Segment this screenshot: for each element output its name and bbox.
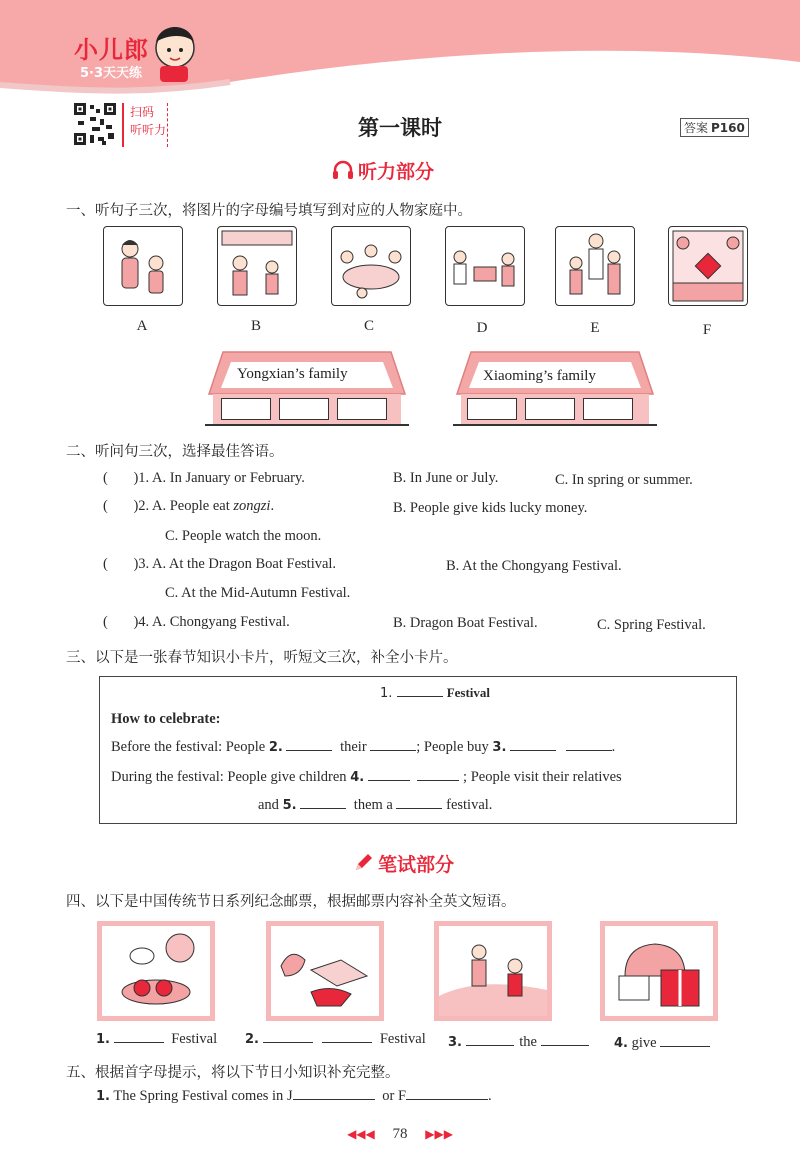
people-buy: ; People buy [416,739,489,755]
q2-item-2 [103,498,274,515]
picture-f [668,226,748,306]
q4-tail-2: Festival [379,1031,426,1047]
question-3-title: 三、以下是一张春节知识小卡片，听短文三次，补全小卡片。 [66,650,458,666]
q5-text-1: The Spring Festival comes in [113,1088,284,1104]
listening-section-title: 听力部分 [358,161,435,183]
answer-paren[interactable]: ( [103,498,108,514]
visit-relatives: ; People visit their relatives [463,769,622,785]
pencil-icon [352,852,374,874]
question-1-title: 一、听句子三次，将图片的字母编号填写到对应的人物家庭中。 [66,203,472,219]
option-a-prefix: A. People eat [152,498,234,514]
picture-e [555,226,635,306]
blank-q5-j[interactable] [293,1099,375,1100]
before-label: Before the festival: People [111,739,266,755]
them-a: them a [353,797,393,813]
scan-line-2: 听听力 [130,123,167,137]
and-word: and [258,797,279,813]
blank-3b[interactable] [566,750,612,751]
blank-2b[interactable] [370,750,416,751]
q5-or: or [382,1088,395,1104]
writing-section-header [352,848,492,878]
blank-number-2: 2. [268,740,283,755]
answer-paren[interactable]: ( [103,614,108,630]
q5-hint-f: F [397,1088,407,1104]
listening-section-header [332,155,472,185]
blank-1[interactable] [397,696,443,697]
q2-item-4-option-b: B. Dragon Boat Festival. [393,615,538,631]
scan-line-1: 扫码 [130,105,155,119]
q2-item-1 [103,470,305,487]
card-title-number: 1. [380,686,393,701]
left-arrows-icon: ◀◀◀ [347,1127,375,1141]
q2-item-3 [103,556,336,573]
answer-label: 答案 [684,121,709,135]
q5-end: . [488,1088,492,1104]
stamp-mid-autumn [97,921,215,1021]
q2-item-2-option-b: B. People give kids lucky money. [393,500,588,516]
before-festival-line: Before the festival: People 2. their ; People buy 3. . [111,739,616,755]
q2-item-3-option-b: B. At the Chongyang Festival. [446,558,622,574]
option-a: A. At the Dragon Boat Festival. [152,556,337,572]
answer-paren[interactable]: ( [103,556,108,572]
picture-a [103,226,183,306]
blank-4b[interactable] [417,780,459,781]
blank-number-3: 3. [492,740,507,755]
answer-page: P160 [711,121,745,135]
q4-answer-3 [448,1034,589,1051]
q4-answer-1 [96,1031,217,1048]
picture-letter-e: E [590,320,600,336]
answer-slot[interactable] [279,398,329,420]
q4-num-1: 1. [96,1032,110,1047]
q4-tail-1: Festival [171,1031,218,1047]
answer-slot[interactable] [583,398,633,420]
blank-number-4: 4. [350,770,365,785]
blank-q4-1[interactable] [114,1042,164,1043]
picture-letter-c: C [363,318,374,334]
page-number-bar [0,1126,800,1143]
q2-item-2-option-c: C. People watch the moon. [165,528,322,544]
q4-num-2: 2. [245,1032,259,1047]
family-house-xiaoming [453,350,657,426]
headphones-icon [332,160,354,180]
card-title [380,685,490,701]
picture-letter-b: B [250,318,261,334]
during-label: During the festival: People give children [111,769,347,785]
stamp-spring-gifts [600,921,718,1021]
q4-num-3: 3. [448,1035,462,1050]
item-number: )1. [133,470,150,486]
picture-letter-a: A [136,318,148,334]
brand-title: 小儿郎 [74,38,149,64]
answer-slot[interactable] [467,398,517,420]
blank-q5-f[interactable] [406,1099,488,1100]
their-word: their [340,739,367,755]
card-title-word: Festival [446,685,491,700]
answer-paren[interactable]: ( [103,470,108,486]
q2-item-1-option-c: C. In spring or summer. [555,472,693,488]
festival-end: festival. [446,797,493,813]
blank-5b[interactable] [396,808,442,809]
question-5-title: 五、根据首字母提示，将以下节日小知识补充完整。 [66,1065,400,1081]
q5-num-1: 1. [96,1089,110,1104]
blank-q4-3b[interactable] [541,1045,589,1046]
question-4-title: 四、以下是中国传统节日系列纪念邮票，根据邮票内容补全英文短语。 [66,894,516,910]
answer-slot[interactable] [221,398,271,420]
picture-letter-f: F [702,322,712,338]
q2-item-3-option-c: C. At the Mid-Autumn Festival. [165,585,351,601]
answer-reference [680,118,749,137]
q4-answer-4 [614,1035,710,1052]
lesson-title: 第一课时 [358,116,442,140]
item-number: )3. [133,556,150,572]
blank-q4-2a[interactable] [263,1042,313,1043]
brand-subtitle: 5·3天天练 [80,66,143,81]
family-label-xiaoming: Xiaoming’s family [483,368,596,384]
answer-slot[interactable] [337,398,387,420]
right-arrows-icon: ▶▶▶ [425,1127,453,1141]
q2-item-4 [103,614,290,631]
q4-num-4: 4. [614,1036,628,1051]
blank-4[interactable] [368,780,410,781]
family-house-yongxian [205,350,409,426]
q5-hint-j: J [286,1088,293,1104]
and-line [258,797,492,814]
blank-number-5: 5. [282,798,297,813]
q4-head-4: give [631,1035,657,1051]
item-number: )2. [133,498,150,514]
option-a: A. In January or February. [152,470,305,486]
option-a: A. Chongyang Festival. [152,614,290,630]
item-number: )4. [133,614,150,630]
blank-2[interactable] [286,750,332,751]
picture-b [217,226,297,306]
blank-q4-2b[interactable] [322,1042,372,1043]
picture-d [445,226,525,306]
picture-letter-d: D [476,320,488,336]
writing-section-title: 笔试部分 [378,854,455,876]
blank-q4-3a[interactable] [466,1045,514,1046]
option-a-italic: zongzi [233,498,271,514]
stamp-dragon-boat [266,921,384,1021]
during-festival-line [111,769,622,786]
picture-c [331,226,411,306]
option-a-suffix: . [270,498,275,514]
q2-item-4-option-c: C. Spring Festival. [597,617,706,633]
question-2-title: 二、听问句三次，选择最佳答语。 [66,444,284,460]
blank-q4-4[interactable] [660,1046,710,1047]
blank-5[interactable] [300,808,346,809]
blank-3[interactable] [510,750,556,751]
answer-slot[interactable] [525,398,575,420]
family-label-yongxian: Yongxian’s family [237,366,348,382]
q2-item-1-option-b: B. In June or July. [393,470,499,486]
q5-line-1 [96,1088,492,1105]
stamp-chongyang [434,921,552,1021]
page-number: 78 [392,1126,408,1142]
spring-festival-card [99,676,737,824]
q4-answer-2 [245,1031,426,1048]
how-to-celebrate-label: How to celebrate: [111,711,221,727]
q4-mid-3: the [519,1034,537,1050]
